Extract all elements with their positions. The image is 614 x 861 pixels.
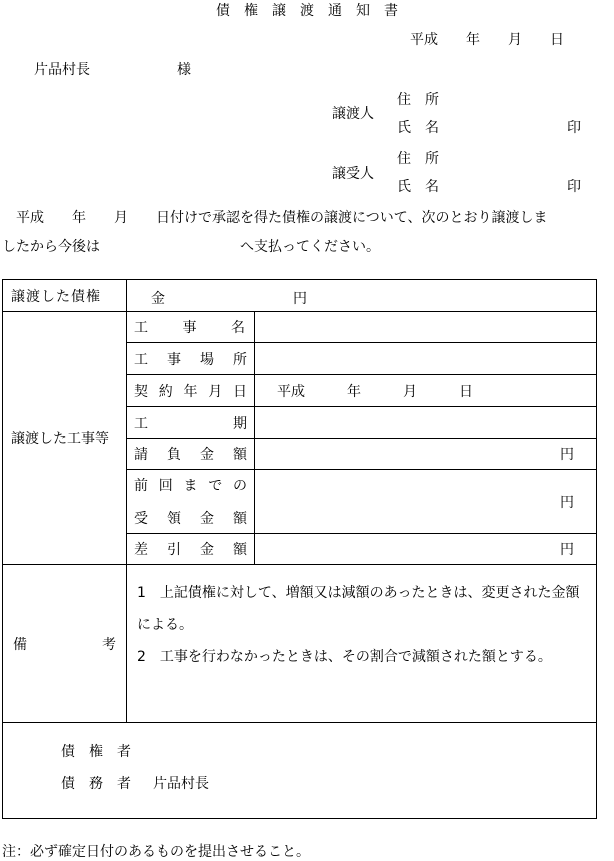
row-label-contract-date: 契 約 年 月 日: [127, 375, 255, 407]
remarks-label-a: 備: [13, 636, 27, 653]
assignor-role: 譲渡人: [332, 106, 374, 122]
claim-label: [3, 280, 127, 312]
row-label-contract-amount: 請 負 金 額: [127, 439, 255, 470]
assignee-seal: 印: [567, 179, 581, 195]
assignment-table: [2, 279, 597, 819]
creditor-label: 債 権 者: [61, 744, 131, 760]
remarks-item-1: 1 上記債権に対して、増額又は減額のあったときは、変更された金額による。: [137, 585, 580, 633]
claim-row: [3, 280, 597, 312]
addressee-honorific: 様: [177, 62, 191, 78]
row-value-contract-date: 平成 年 月 日: [255, 375, 597, 407]
remarks-row: [3, 565, 597, 723]
row-label-work-name: 工 事 名: [127, 312, 255, 343]
remarks-label-b: 考: [102, 636, 116, 653]
parties-cell: [3, 723, 597, 819]
assignor-address-label: 住 所: [397, 92, 439, 108]
assignee-address-label: 住 所: [397, 151, 439, 167]
date-line: 平成 年 月 日: [410, 32, 564, 48]
row-value-received-amount: 円: [255, 470, 597, 534]
row-label-received-amount: 前 回 ま で の 受 領 金 額: [127, 470, 255, 534]
assignee-role: 譲受人: [332, 166, 374, 182]
parties-row: [3, 723, 597, 819]
row-value-period: [255, 407, 597, 439]
remarks-label: [3, 565, 127, 723]
row-value-work-location: [255, 343, 597, 375]
body-text-line2-end: へ支払ってください。: [240, 239, 380, 255]
footnote: 注：必ず確定日付のあるものを提出させること。: [2, 844, 310, 860]
addressee-name: 片品村長: [34, 62, 90, 78]
body-text-line1: 平成 年 月 日付けで承認を得た債権の譲渡について、次のとおり譲渡しま: [2, 210, 548, 226]
row-value-contract-amount: 円: [255, 439, 597, 470]
assignor-name-label: 氏 名: [397, 120, 439, 136]
body-text-line2-start: したから今後は: [2, 239, 100, 255]
claim-amount-unit: 円: [293, 291, 307, 307]
document-title: 債 権 譲 渡 通 知 書: [216, 3, 398, 19]
row-value-work-name: [255, 312, 597, 343]
claim-amount-prefix: 金: [151, 291, 165, 307]
debtor-label: 債 務 者: [61, 776, 131, 792]
assignor-seal: 印: [567, 120, 581, 136]
claim-amount-cell: [127, 280, 597, 312]
assignee-name-label: 氏 名: [397, 179, 439, 195]
work-label-text: 譲渡した工事等: [11, 431, 109, 447]
claim-label-text: 譲渡した債権: [11, 288, 101, 305]
remarks-item-2: 2 工事を行わなかったときは、その割合で減額された額とする。: [137, 649, 552, 665]
row-label-balance: 差 引 金 額: [127, 534, 255, 565]
work-label: [3, 312, 127, 565]
row-label-work-location: 工 事 場 所: [127, 343, 255, 375]
row-value-balance: 円: [255, 534, 597, 565]
remarks-text: [127, 565, 597, 723]
debtor-name: 片品村長: [153, 776, 209, 792]
row-label-period: 工 期: [127, 407, 255, 439]
table-row: [3, 312, 597, 343]
